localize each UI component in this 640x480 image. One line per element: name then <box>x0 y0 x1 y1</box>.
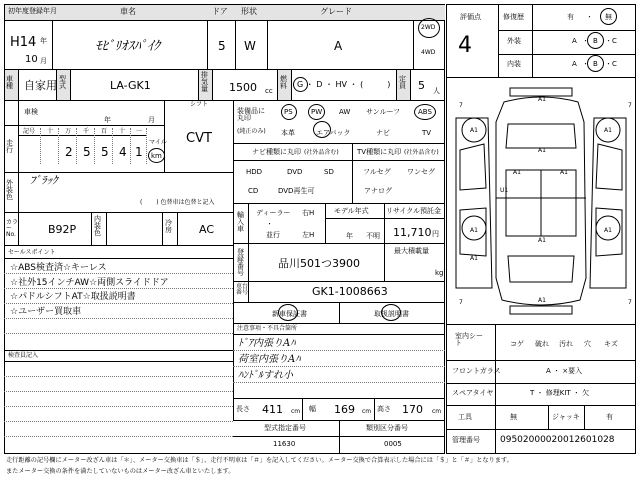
damage-label: A1 <box>470 255 478 262</box>
reg-month-unit: 月 <box>40 57 47 65</box>
designation-value: 11630 <box>273 440 296 448</box>
vehicle-type-label: 車種 <box>6 75 13 90</box>
sales-point-item: ☆パドルシフトAT☆取扱説明書 <box>10 292 136 302</box>
max-load-unit: kg <box>435 269 444 277</box>
digit-header-ten-million: 十 <box>47 128 54 135</box>
shift-label: シフト <box>190 101 209 108</box>
capacity-label: 定員 <box>399 75 406 90</box>
diagram-corner-mark: 7 <box>628 299 632 306</box>
registration-value: 品川501つ3900 <box>278 257 360 270</box>
registration-label: 登録番号 <box>237 248 244 277</box>
import-label: 輸入車 <box>237 211 244 233</box>
nav-type-sub: (社外品含む) <box>304 149 339 156</box>
spare-tire-value: T ・ 修理KIT ・ 欠 <box>530 389 590 397</box>
note-item: ﾊﾝﾄﾞﾙすれ小 <box>238 370 293 381</box>
nav-sd: SD <box>324 168 334 176</box>
exterior-grade-c: C <box>612 37 617 45</box>
designation-label: 型式指定番号 <box>264 424 306 432</box>
sheet-dirt: 汚れ <box>559 340 573 348</box>
fuel-label: 燃料 <box>280 75 287 90</box>
equip-aw: AW <box>339 108 351 116</box>
mileage-digit: 5 <box>83 145 91 159</box>
damage-label: A1 <box>513 169 521 176</box>
spare-tire-label: スペアタイヤ <box>452 389 494 397</box>
ac-value: AC <box>199 223 215 236</box>
grade-header: グレード <box>320 7 352 16</box>
mileage-label: 走行 <box>6 139 13 154</box>
exterior-grade-sep: ・ <box>605 37 612 45</box>
length-label: 長さ <box>236 405 250 413</box>
model-year-unknown: 不明 <box>366 232 380 240</box>
sheet-tear: 破れ <box>535 340 549 348</box>
damage-label: A1 <box>538 297 546 304</box>
drive-4wd-label: 4WD <box>421 49 436 56</box>
tv-type-sub: (社外品含む) <box>404 149 439 156</box>
tv-analog: アナログ <box>364 187 392 195</box>
interior-grade-c: C <box>612 60 617 68</box>
length-unit: cm <box>291 408 301 415</box>
displacement-unit: cc <box>265 87 273 95</box>
model-year-year: 年 <box>346 232 353 240</box>
note-item: 荷室内張りAﾊ <box>238 354 301 365</box>
height-value: 170 <box>402 403 423 416</box>
tools-value: 無 <box>510 413 517 421</box>
exterior-grade-label: 外装 <box>507 37 521 45</box>
inspector-label: 検査員記入 <box>8 352 39 359</box>
model-value: LA-GK1 <box>110 79 151 92</box>
car-name-value: ﾓﾋﾞﾘｵｽﾊﾟｲｸ <box>95 39 160 54</box>
repair-history-label: 修復歴 <box>503 13 524 21</box>
equip-pw: PW <box>311 108 323 116</box>
grade-value: A <box>334 39 343 53</box>
interior-grade-sep: ・ <box>605 60 612 68</box>
score-label: 評価点 <box>460 13 481 21</box>
damage-label: A1 <box>604 127 612 134</box>
sales-point-item: ☆社外15インチAW☆両側スライドドア <box>10 278 169 288</box>
drive-2wd-label: 2WD <box>421 24 436 31</box>
height-label: 高さ <box>377 405 391 413</box>
first-reg-header: 初年度登録年月 <box>8 7 57 15</box>
reg-year-unit: 年 <box>40 37 47 45</box>
interior-color-label: 内装色 <box>94 215 101 237</box>
chassis-value: GK1-1008663 <box>312 285 388 298</box>
repair-yes: 有 <box>567 13 574 21</box>
equipment-label: 装備品に丸印 <box>237 107 265 122</box>
vehicle-type-value: 自家用 <box>24 79 57 92</box>
import-dots: ・ <box>266 220 273 228</box>
sheet-hole: 穴 <box>584 340 591 348</box>
recycle-unit: 円 <box>432 230 439 238</box>
score-value: 4 <box>458 33 472 58</box>
fuel-options: G ・ D ・ HV ・ ( ) <box>297 80 391 89</box>
equip-airbag: エアバック <box>316 129 351 137</box>
jack-label: ジャッキ <box>552 413 580 421</box>
length-value: 411 <box>262 403 283 416</box>
digit-header-ten-thousand: 万 <box>65 128 72 135</box>
damage-label: A1 <box>538 147 546 154</box>
width-unit: cm <box>362 408 372 415</box>
digit-header-hundred: 百 <box>101 128 108 135</box>
interior-grade-a: A <box>572 60 577 68</box>
shape-header: 形状 <box>241 7 257 16</box>
displacement-value: 1500 <box>229 81 257 94</box>
interior-grade-b: B <box>593 60 598 68</box>
door-header: ドア <box>212 7 228 16</box>
nav-cd: CD <box>248 187 259 195</box>
shift-value: CVT <box>186 131 212 146</box>
equip-abs: ABS <box>418 108 432 116</box>
damage-label: U1 <box>500 187 509 194</box>
tools-label: 工具 <box>458 413 472 421</box>
import-dealer: ディーラー <box>256 209 291 217</box>
exterior-grade-sep: ・ <box>582 37 589 45</box>
equip-leather: 本革 <box>281 129 295 137</box>
notes-label: 注意事項・不具合箇所 <box>237 325 298 332</box>
exterior-color-label: 外装色 <box>6 179 13 201</box>
damage-label: A1 <box>470 127 478 134</box>
reg-era-year: H14 <box>10 35 37 50</box>
exterior-grade-a: A <box>572 37 577 45</box>
sheet-scratch: キズ <box>604 340 618 348</box>
recycle-value: 11,710 <box>393 226 432 239</box>
ac-label: 冷房 <box>165 219 172 234</box>
mileage-digit: 4 <box>119 145 127 159</box>
doors-value: 5 <box>218 39 226 53</box>
control-number-value: 09502000020012601028 <box>500 435 615 445</box>
capacity-unit: 人 <box>433 87 440 95</box>
manual-label: 取扱説明書 <box>374 310 409 318</box>
windshield-label: フロントガラス <box>452 367 501 375</box>
model-year-label: モデル年式 <box>334 207 369 215</box>
interior-grade-sep: ・ <box>582 60 589 68</box>
shape-value: W <box>244 39 256 53</box>
digit-header-thousand: 千 <box>83 128 90 135</box>
km-label: km <box>151 152 162 160</box>
footer-note-2: またメーター交換の条件を満たしていないものはメーター改ざん車といたします。 <box>6 468 235 475</box>
width-label: 幅 <box>309 405 316 413</box>
sheet-burn: コゲ <box>510 340 524 348</box>
diagram-corner-mark: 7 <box>459 299 463 306</box>
mileage-digit: 2 <box>65 145 73 159</box>
damage-label: A1 <box>470 227 478 234</box>
nav-type-title: ナビ種類に丸印 <box>252 148 301 156</box>
recycle-label: リサイクル預託金 <box>386 207 442 215</box>
windshield-value: A ・ ×要入 <box>546 367 583 375</box>
displacement-label: 排気量 <box>201 71 208 93</box>
tv-type-title: TV種類に丸印 <box>357 148 402 156</box>
damage-label: A1 <box>560 169 568 176</box>
repair-sep: ・ <box>586 13 593 21</box>
mileage-digit: 5 <box>101 145 109 159</box>
import-right: 右H <box>302 209 315 217</box>
footer-note-1: 走行距離の記号欄にメーター改ざん車は「＊」、メーター交換車は「＄」、走行不明車は「＃」を記入してください。メーター交換で合算表示した場合には「＄」と「＃」となります。 <box>6 457 513 464</box>
equip-ps: PS <box>284 108 293 116</box>
import-left: 左H <box>302 231 315 239</box>
diagram-corner-mark: 7 <box>459 102 463 109</box>
color-change-note: ( ) 色替車は色替と記入 <box>140 199 215 206</box>
car-damage-diagram <box>446 78 636 324</box>
control-number-label: 管理番号 <box>452 436 480 444</box>
inspection-year: 年 <box>104 116 111 124</box>
equip-tv: TV <box>422 129 432 137</box>
nav-hdd: HDD <box>246 168 263 176</box>
category-label: 類別区分番号 <box>366 424 408 432</box>
car-name-header: 車名 <box>120 7 136 16</box>
exterior-color-value: ﾌﾞﾗｯｸ <box>30 174 58 187</box>
damage-label: A1 <box>538 96 546 103</box>
jack-value: 有 <box>606 413 613 421</box>
inspection-label: 車検 <box>24 108 38 116</box>
height-unit: cm <box>432 408 442 415</box>
max-load-label: 最大積載量 <box>394 247 429 255</box>
digit-header-symbol: 記号 <box>23 128 36 135</box>
equip-navi: ナビ <box>376 129 390 137</box>
sales-points-label: セールスポイント <box>8 249 56 256</box>
mileage-digit: 1 <box>135 145 143 159</box>
repair-no: 無 <box>605 13 612 21</box>
capacity-value: 5 <box>418 79 425 92</box>
digit-header-one: 一 <box>136 128 143 135</box>
color-code-value: B92P <box>48 223 77 236</box>
sales-point-item: ☆ユーザー買取車 <box>10 307 82 317</box>
tv-oneseg: ワンセグ <box>407 168 435 176</box>
exterior-grade-b: B <box>593 37 598 45</box>
nav-dvd: DVD <box>287 168 303 176</box>
note-item: ﾄﾞｱ内張りAﾊ <box>238 338 296 349</box>
mile-label: マイル <box>149 139 167 146</box>
width-value: 169 <box>334 403 355 416</box>
equip-sunroof: サンルーフ <box>366 108 401 116</box>
equipment-sub-label: (純正のみ) <box>237 128 266 135</box>
tv-fullseg: フルセグ <box>363 168 391 176</box>
color-code-label: カラーNo. <box>6 219 19 238</box>
reg-month: 10 <box>25 54 38 65</box>
damage-label: A1 <box>604 227 612 234</box>
damage-label: A1 <box>538 237 546 244</box>
model-label: 型式 <box>59 75 66 90</box>
diagram-corner-mark: 7 <box>628 102 632 109</box>
interior-sheet-label: 室内シート <box>455 332 483 347</box>
inspection-month: 月 <box>148 116 155 124</box>
digit-header-ten: 十 <box>119 128 126 135</box>
warranty-label: 新車保証書 <box>272 310 307 318</box>
nav-dvd-play: DVD再生可 <box>278 187 315 195</box>
category-value: 0005 <box>384 440 402 448</box>
sales-point-item: ☆ABS検査済☆キーレス <box>10 263 107 273</box>
chassis-label: 車台番号 <box>236 283 249 296</box>
import-parallel: 並行 <box>266 231 280 239</box>
interior-grade-label: 内装 <box>507 60 521 68</box>
